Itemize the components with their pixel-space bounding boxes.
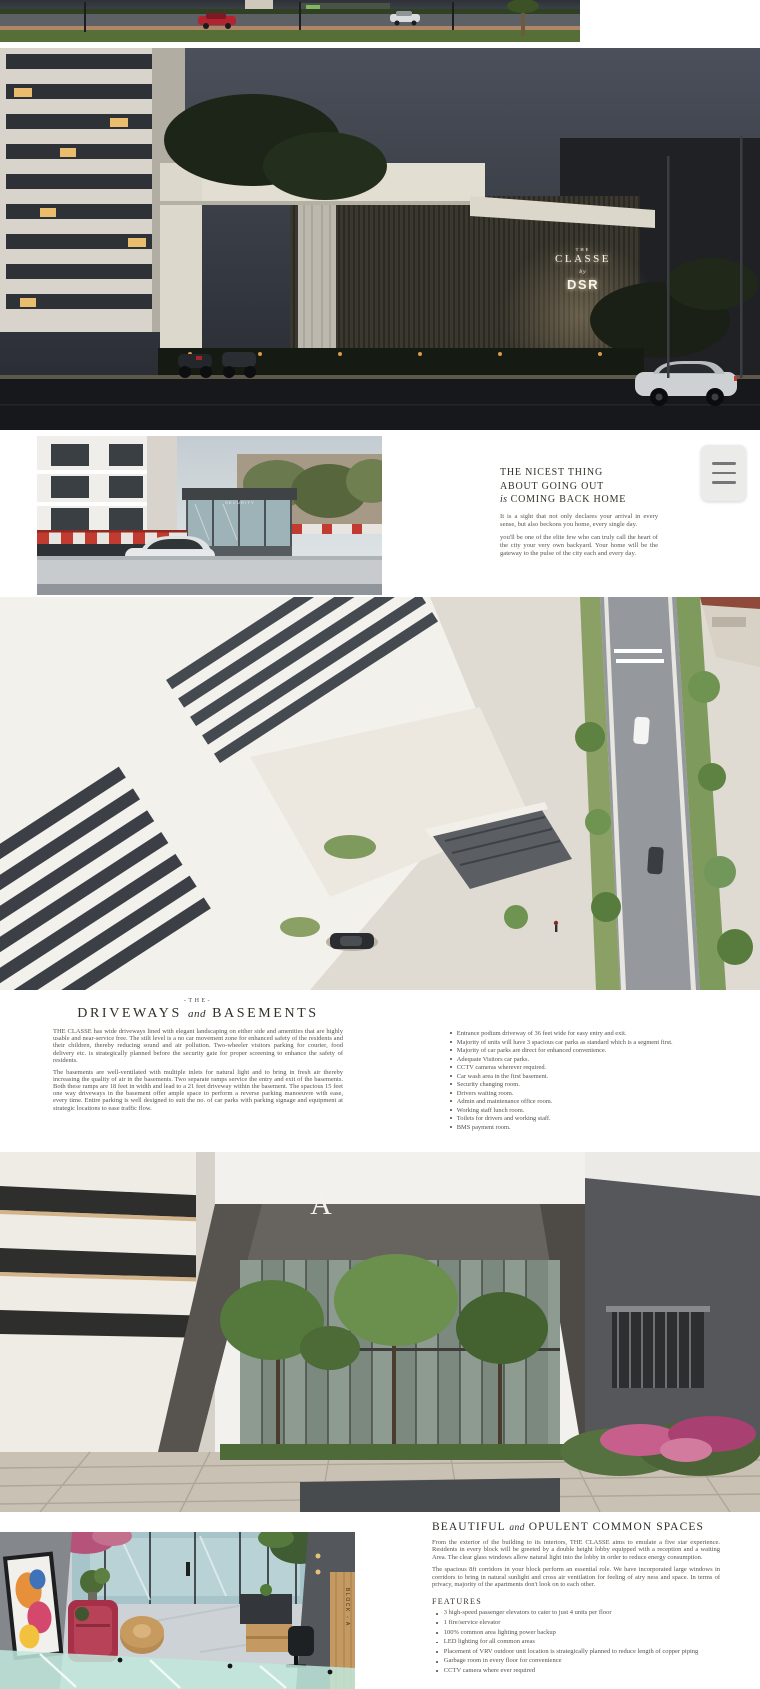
feature-item: CCTV camera where ever required bbox=[436, 1668, 720, 1675]
bullet-dot bbox=[436, 1670, 438, 1672]
lobby-interior-image bbox=[0, 1532, 355, 1689]
hero-night-render bbox=[0, 48, 760, 430]
tower-a-entrance-image bbox=[0, 1152, 760, 1512]
feature-item: 100% common area lighting power backup bbox=[436, 1630, 720, 1637]
bullet-dot bbox=[450, 1092, 452, 1094]
car-on-road bbox=[633, 717, 650, 745]
feature-item: 3 high-speed passenger elevators to cater to just 4 units per floor bbox=[436, 1610, 720, 1617]
sign-classe: CLASSE bbox=[555, 253, 611, 265]
bullet-dot bbox=[450, 1049, 452, 1051]
bullet-dot bbox=[436, 1642, 438, 1644]
driveways-feature-item: Adequate Visitors car parks. bbox=[450, 1056, 722, 1063]
lobby-render bbox=[0, 1532, 355, 1689]
driveways-feature-item: Admin and maintenance office room. bbox=[450, 1098, 722, 1105]
cushion-plant bbox=[75, 1607, 89, 1621]
hero-night-entrance-image bbox=[0, 48, 760, 430]
sign-the: THE bbox=[575, 247, 591, 252]
driveways-title-and: and bbox=[187, 1008, 206, 1020]
common-spaces-title bbox=[432, 1521, 720, 1533]
road bbox=[0, 14, 580, 28]
light-pole bbox=[299, 2, 301, 30]
bullet-dot bbox=[436, 1613, 438, 1615]
apartment-tower-left bbox=[0, 48, 185, 332]
driveways-paragraphs bbox=[53, 1028, 343, 1112]
welcome-paragraph-2: you'll be one of the elite few who can truly call the heart of the city your very own backyard. Your home will be the gateway to the pulse of the city each and every day. bbox=[500, 533, 658, 557]
feature-item: Placement of VRV outdoor unit location is strategically planned to reduce length of copper piping bbox=[436, 1649, 720, 1656]
driveways-feature-list bbox=[450, 1030, 722, 1131]
black-car-aerial bbox=[326, 933, 378, 951]
menu-button[interactable] bbox=[701, 445, 746, 501]
common-spaces-title-and: and bbox=[509, 1523, 525, 1533]
driveways-feature-item: Majority of car parks are direct for enhanced convenience. bbox=[450, 1047, 722, 1054]
driveways-feature-item: Entrance podium driveway of 36 feet wide for easy entry and exit. bbox=[450, 1030, 722, 1037]
curb bbox=[37, 556, 382, 560]
security-gate-image bbox=[37, 436, 382, 595]
driveways-feature-item: Majority of units will have 3 spacious car parks as standard which is a segment first. bbox=[450, 1039, 722, 1046]
aerial-driveways-image bbox=[0, 597, 760, 990]
bullet-dot bbox=[450, 1066, 452, 1068]
common-spaces-title-left: BEAUTIFUL bbox=[432, 1521, 506, 1533]
security-cabin-label: SECURITY bbox=[225, 500, 255, 505]
common-spaces-text-block bbox=[432, 1521, 720, 1678]
bullet-dot bbox=[436, 1651, 438, 1653]
bullet-dot bbox=[450, 1126, 452, 1128]
aerial-render bbox=[0, 597, 760, 990]
features-title: FEATURES bbox=[432, 1597, 482, 1607]
bullet-dot bbox=[450, 1041, 452, 1043]
welcome-heading-line1: THE NICEST THING bbox=[500, 467, 603, 478]
bullet-dot bbox=[450, 1100, 452, 1102]
driveways-feature-item: Working staff lunch room. bbox=[450, 1107, 722, 1114]
welcome-heading-line3 bbox=[500, 493, 658, 507]
bullet-dot bbox=[450, 1075, 452, 1077]
welcome-heading bbox=[500, 466, 658, 507]
desk-plant bbox=[260, 1584, 272, 1596]
bullet-dot bbox=[450, 1117, 452, 1119]
wall-sconce bbox=[316, 1554, 321, 1559]
lawn bbox=[0, 30, 580, 42]
car-on-road bbox=[647, 847, 664, 875]
driveways-title-right: BASEMENTS bbox=[212, 1006, 319, 1021]
common-spaces-paragraph-2: The spacious 8ft corridors in your block perform an essential role. We have incorporated large windows in corridors to bring in natural sunlight and cross air ventilation for feeling of airy ness and space. In terms of privacy, majority of the apartments don't look on to each other. bbox=[432, 1566, 720, 1589]
driveways-feature-item: Security changing room. bbox=[450, 1081, 722, 1088]
driveways-feature-list-wrap bbox=[450, 1030, 722, 1132]
lane-line bbox=[0, 404, 760, 406]
street-strip-render bbox=[0, 0, 580, 42]
bullet-dot bbox=[436, 1661, 438, 1663]
welcome-heading-line2: ABOUT GOING OUT bbox=[500, 480, 605, 492]
front-pavement bbox=[37, 584, 382, 595]
lobby-block-signage: BLOCK - A bbox=[344, 1588, 350, 1627]
bullet-dot bbox=[436, 1622, 438, 1624]
gate-signage bbox=[540, 247, 626, 292]
tower-a-render bbox=[0, 1152, 760, 1512]
feature-item: Garbage room in every floor for convenience bbox=[436, 1658, 720, 1665]
driveways-title bbox=[33, 1006, 363, 1022]
hamburger-icon bbox=[712, 462, 736, 465]
reception-desk-top bbox=[240, 1594, 292, 1624]
driveways-eyebrow: -THE- bbox=[183, 998, 213, 1004]
bullet-dot bbox=[450, 1109, 452, 1111]
wall-sconce bbox=[316, 1570, 321, 1575]
sign-by: by bbox=[579, 269, 587, 275]
features-list bbox=[432, 1610, 720, 1674]
welcome-heading-is: is bbox=[500, 494, 508, 505]
driveways-paragraph-1: THE CLASSE has wide driveways lined with elegant landscaping on either side and amenities that are highly usable and near-service free. The stilt level is a no car movement zone for enhanced safety of the residents and their children, thereby reducing sound and air pollution. Two-wheeler visitors parking for courier, food delivery etc. is strategically planned before the security gate for proper screening to enhance the safety of residents. bbox=[53, 1028, 343, 1064]
round-coffee-table bbox=[120, 1616, 164, 1654]
dark-walkway bbox=[300, 1478, 560, 1512]
welcome-heading-line3-text: COMING BACK HOME bbox=[510, 494, 627, 505]
street-lamp-pole bbox=[667, 156, 670, 378]
driveways-feature-item: CCTV cameras wherever required. bbox=[450, 1064, 722, 1071]
driveways-feature-item: Toilets for drivers and working staff. bbox=[450, 1115, 722, 1122]
light-pole bbox=[452, 2, 454, 30]
feature-item: 1 fire/service elevator bbox=[436, 1620, 720, 1627]
street-strip-image bbox=[0, 0, 580, 42]
tower-a-signage: A bbox=[310, 1188, 334, 1221]
driveways-feature-item: BMS payment room. bbox=[450, 1124, 722, 1131]
security-gate-render bbox=[37, 436, 382, 595]
light-pole bbox=[84, 2, 86, 32]
bullet-dot bbox=[436, 1632, 438, 1634]
sign-dsr-logo: DSR bbox=[567, 277, 599, 292]
driveways-feature-item: Car wash area in the first basement. bbox=[450, 1073, 722, 1080]
driveways-feature-item: Drivers waiting room. bbox=[450, 1090, 722, 1097]
common-spaces-paragraph-1: From the exterior of the building to its interiors, THE CLASSE aims to emulate a five star experience. Residents in every block will be greeted by a double height lobby equipped with a reception and a waiting Area. The clear glass windows allow natural light into the lobby in order to reduce energy consumption. bbox=[432, 1539, 720, 1561]
common-spaces-title-right: OPULENT COMMON SPACES bbox=[528, 1521, 704, 1533]
welcome-text-block bbox=[500, 466, 658, 558]
bullet-dot bbox=[450, 1083, 452, 1085]
street-lamp-pole bbox=[740, 136, 743, 378]
dark-building-right bbox=[585, 1152, 760, 1452]
welcome-paragraph-1: It is a sight that not only declares your arrival in every sense, but also beckons you home, every single day. bbox=[500, 512, 658, 528]
feature-item: LED lighting for all common areas bbox=[436, 1639, 720, 1646]
bullet-dot bbox=[450, 1032, 452, 1034]
driveways-paragraph-2: The basements are well-ventilated with multiple inlets for natural light and to bring in fresh air thereby increasing the quality of air in the basements. Two separate ramps service the entry and exit of the basements. Both these ramps are 18 feet in width and lead to a 21 feet driveway within the basement. The spacious 15 feet one way driveways in the basement offer ample space to perform a reverse parking manoeuvre with ease, every time. Entire parking is well designed to suit the no. of car parks with parking signage and equipment at strategic locations to ease traffic flow. bbox=[53, 1068, 343, 1112]
driveways-title-left: DRIVEWAYS bbox=[77, 1006, 182, 1021]
bullet-dot bbox=[450, 1058, 452, 1060]
red-sofa bbox=[68, 1600, 118, 1662]
door-handle bbox=[186, 1562, 190, 1576]
